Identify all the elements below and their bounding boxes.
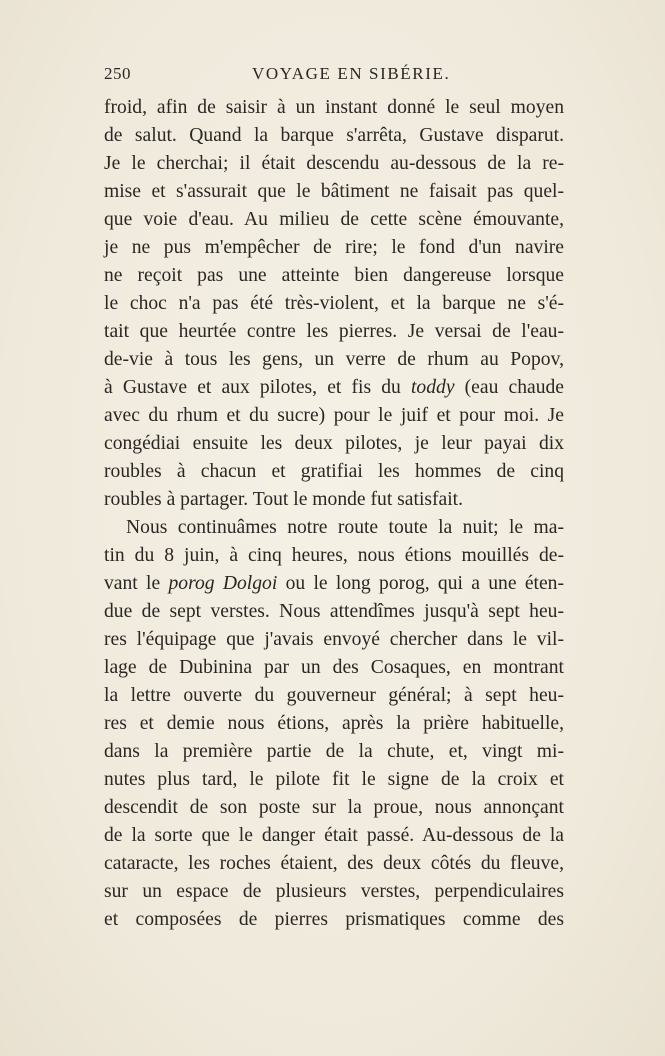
text-line: tin du 8 juin, à cinq heures, nous étions mouillés de- [104,545,564,566]
text-line: de-vie à tous les gens, un verre de rhum au Popov, [104,349,564,370]
text-line: congédiai ensuite les deux pilotes, je leur payai dix [104,433,564,454]
text-segment: vant le [104,573,169,594]
text-line: dans la première partie de la chute, et, vingt mi- [104,741,564,762]
text-line: ne reçoit pas une atteinte bien dangereuse lorsque [104,265,564,286]
text-line: de salut. Quand la barque s'arrêta, Gustave disparut. [104,125,564,146]
text-segment: à Gustave et aux pilotes, et fis du [104,377,411,398]
text-line: nutes plus tard, le pilote fit le signe de la croix et [104,769,564,790]
text-line: cataracte, les roches étaient, des deux côtés du fleuve, [104,853,564,874]
text-line: res et demie nous étions, après la prière habituelle, [104,713,564,734]
text-line: avec du rhum et du sucre) pour le juif et pour moi. Je [104,405,564,426]
text-line: roubles à chacun et gratifiai les hommes de cinq [104,461,564,482]
text-line: le choc n'a pas été très-violent, et la barque ne s'é- [104,293,564,314]
page-header [104,64,564,88]
text-line: la lettre ouverte du gouverneur général; à sept heu- [104,685,564,706]
text-segment: ou le long porog, qui a une éten- [277,573,564,594]
text-line: Nous continuâmes notre route toute la nuit; le ma- [126,517,564,538]
text-line: sur un espace de plusieurs verstes, perpendiculaires [104,881,564,902]
text-line: et composées de pierres prismatiques comme des [104,909,564,930]
text-segment: (eau chaude [454,377,565,398]
text-line: je ne pus m'empêcher de rire; le fond d'un navire [104,237,564,258]
text-line: que voie d'eau. Au milieu de cette scène émouvante, [104,209,564,230]
page-number: 250 [104,64,131,83]
italic-term: toddy [410,377,455,398]
text-line: descendit de son poste sur la proue, nous annonçant [104,797,564,818]
text-line: mise et s'assurait que le bâtiment ne faisait pas quel- [104,181,564,202]
text-line: res l'équipage que j'avais envoyé chercher dans le vil- [104,629,564,650]
text-line: froid, afin de saisir à un instant donné le seul moyen [104,97,564,118]
running-title: VOYAGE EN SIBÉRIE. [252,64,451,83]
italic-term: porog Dolgoi [168,573,278,594]
text-line: de la sorte que le danger était passé. Au-dessous de la [104,825,564,846]
text-line: due de sept verstes. Nous attendîmes jusqu'à sept heu- [104,601,564,622]
body-text [104,94,564,934]
text-line: tait que heurtée contre les pierres. Je versai de l'eau- [104,321,564,342]
text-line [104,570,564,598]
text-line: lage de Dubinina par un des Cosaques, en montrant [104,657,564,678]
text-line: roubles à partager. Tout le monde fut satisfait. [104,489,464,510]
text-line: Je le cherchai; il était descendu au-dessous de la re- [104,153,564,174]
text-line [104,374,564,402]
